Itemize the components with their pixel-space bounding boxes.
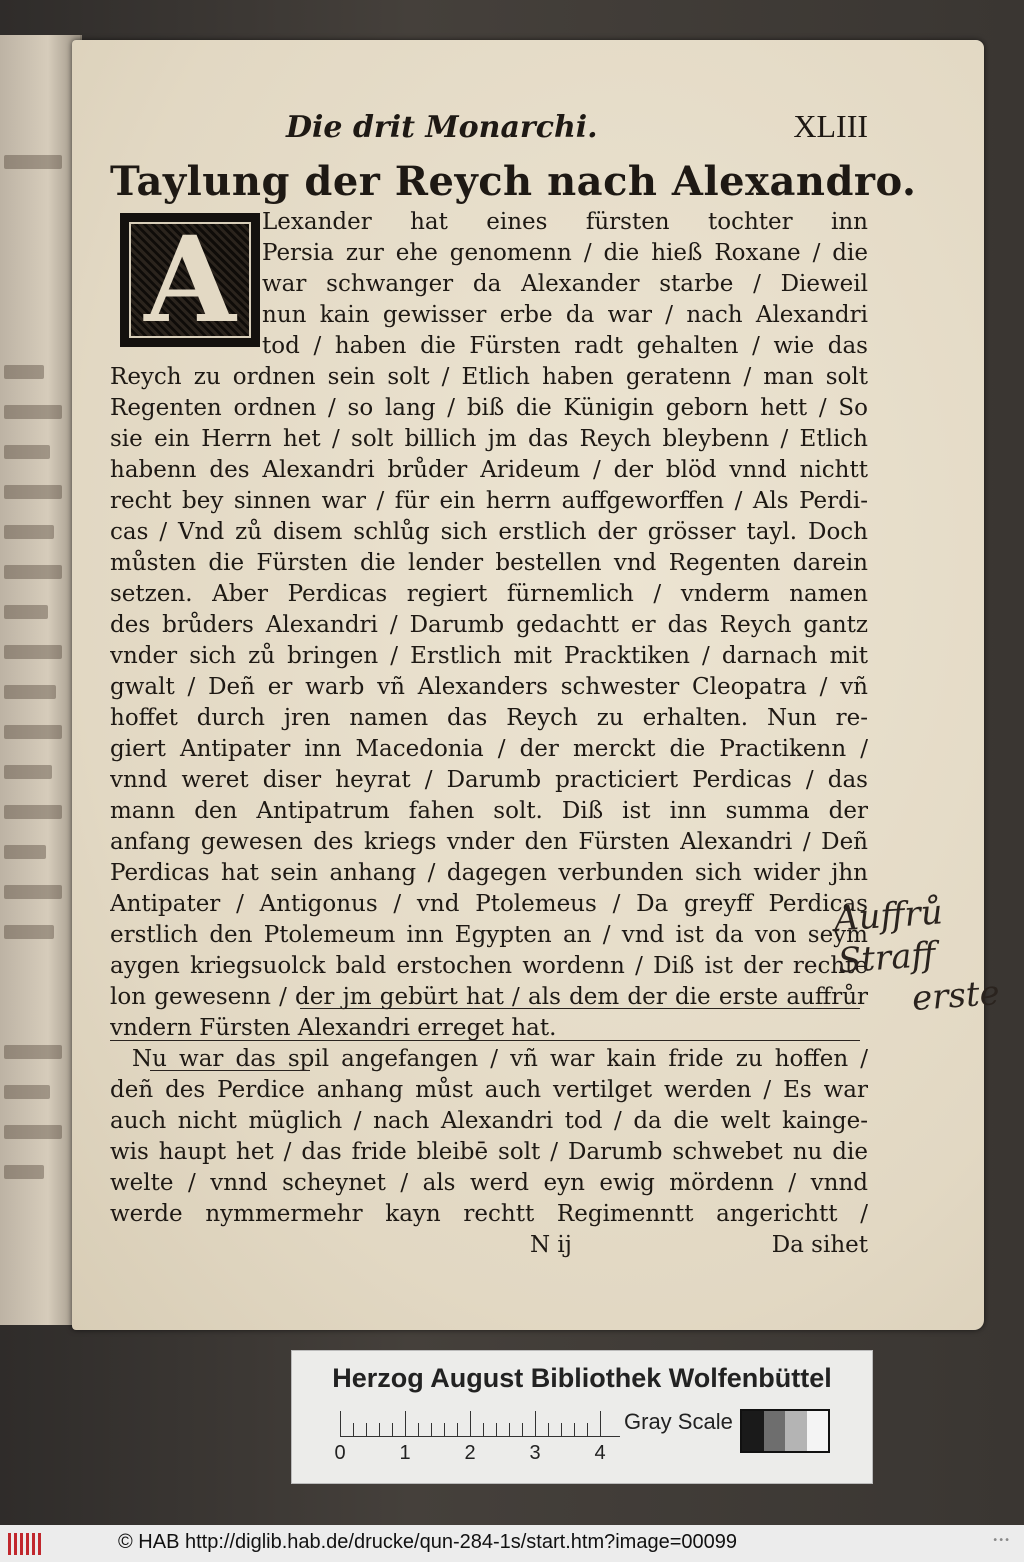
text-line: cas / Vnd zů disem schlůg sich erstlich der grösser tayl. Doch xyxy=(110,519,868,545)
ruler-tick xyxy=(405,1411,406,1437)
ruler-tick xyxy=(509,1423,510,1437)
text-line: můsten die Fürsten die lender bestellen vnd Regenten darein xyxy=(110,550,868,576)
ruler-tick xyxy=(431,1423,432,1437)
text-line: giert Antipater inn Macedonia / der merckt die Practikenn / xyxy=(110,736,868,762)
ruler-tick xyxy=(496,1423,497,1437)
bleed-through-mark xyxy=(4,1125,62,1139)
text-line: habenn des Alexandri brůder Arideum / der blöd vnnd nichtt xyxy=(110,457,868,483)
bleed-through-mark xyxy=(4,805,62,819)
more-icon[interactable]: ••• xyxy=(992,1535,1010,1546)
gray-swatch xyxy=(742,1411,764,1451)
gray-swatch xyxy=(807,1411,829,1451)
ruler-baseline xyxy=(340,1436,620,1437)
ruler-tick xyxy=(561,1423,562,1437)
initial-letter: A xyxy=(144,210,236,349)
text-line: lon gewesenn / der jm gebürt hat / als dem der die erste auffrůr xyxy=(110,984,868,1010)
folio-number: XLIII xyxy=(793,108,868,144)
ruler-tick xyxy=(600,1411,601,1437)
ruler-number: 0 xyxy=(334,1442,346,1464)
ruler-tick xyxy=(392,1423,393,1437)
bleed-through-mark xyxy=(4,405,62,419)
text-line: Persia zur ehe genomenn / die hieß Roxane / die xyxy=(262,240,868,266)
ruler-tick xyxy=(379,1423,380,1437)
text-line: werde nymmermehr kayn rechtt Regimenntt angerichtt / xyxy=(110,1201,868,1227)
previous-page-edge xyxy=(0,35,82,1325)
running-head-title: Die drit Monarchi. xyxy=(286,110,598,145)
text-line: anfang gewesen des kriegs vnder den Fürsten Alexandri / Deñ xyxy=(110,829,868,855)
bleed-through-mark xyxy=(4,525,54,539)
text-line: vnder sich zů bringen / Erstlich mit Pracktiken / darnach mit xyxy=(110,643,868,669)
ruler-tick xyxy=(522,1423,523,1437)
text-line: des brůders Alexandri / Darumb gedachtt er das Reych gantz xyxy=(110,612,868,638)
text-line: hoffet durch jren namen das Reych zu erhalten. Nun re- xyxy=(110,705,868,731)
text-line: gwalt / Deñ er warb vñ Alexanders schwester Cleopatra / vñ xyxy=(110,674,868,700)
gray-scale-swatches xyxy=(740,1409,830,1453)
scale-ruler xyxy=(334,1411,620,1464)
text-line: tod / haben die Fürsten radt gehalten / wie das xyxy=(262,333,868,359)
marginal-note: Auffrů xyxy=(832,892,944,940)
hab-logo-icon xyxy=(8,1533,44,1555)
gray-swatch xyxy=(785,1411,807,1451)
bleed-through-mark xyxy=(4,365,44,379)
text-line: Reych zu ordnen sein solt / Etlich haben geratenn / man solt xyxy=(110,364,868,390)
bleed-through-mark xyxy=(4,565,62,579)
library-label-card xyxy=(291,1350,873,1484)
decorated-initial-icon xyxy=(120,210,260,349)
ruler-tick xyxy=(574,1423,575,1437)
text-line: war schwanger da Alexander starbe / Dieweil xyxy=(262,271,868,297)
text-line: welte / vnnd scheynet / als werd eyn ewig mördenn / vnnd xyxy=(110,1170,868,1196)
ruler-tick xyxy=(340,1411,341,1437)
library-name: Herzog August Bibliothek Wolfenbüttel xyxy=(332,1363,832,1393)
ruler-tick xyxy=(418,1423,419,1437)
ruler-tick xyxy=(444,1423,445,1437)
ruler-tick xyxy=(353,1423,354,1437)
book-page xyxy=(72,40,1001,1330)
bleed-through-mark xyxy=(4,885,62,899)
text-line: deñ des Perdice anhang můst auch vertilget werden / Es war xyxy=(110,1077,868,1103)
bleed-through-mark xyxy=(4,485,62,499)
bleed-through-mark xyxy=(4,645,62,659)
bleed-through-mark xyxy=(4,1045,62,1059)
handwritten-underline xyxy=(300,1008,860,1009)
text-line: recht bey sinnen war / für ein herrn auffgeworffen / Als Perdi- xyxy=(110,488,868,514)
bleed-through-mark xyxy=(4,725,62,739)
signature-mark: N ij xyxy=(530,1232,572,1258)
bleed-through-mark xyxy=(4,685,56,699)
bleed-through-mark xyxy=(4,445,50,459)
marginal-note: erste xyxy=(910,972,1001,1020)
bleed-through-mark xyxy=(4,1085,50,1099)
catchwords-row xyxy=(110,1230,868,1264)
text-line: Regenten ordnen / so lang / biß die Künigin geborn hett / So xyxy=(110,395,868,421)
text-line: Antipater / Antigonus / vnd Ptolemeus / Da greyff Perdicas xyxy=(110,891,868,917)
section-title: Taylung der Reych nach Alexandro. xyxy=(110,158,917,205)
ruler-tick xyxy=(548,1423,549,1437)
handwritten-underline xyxy=(150,1070,310,1071)
running-head xyxy=(110,106,868,154)
gray-scale-label: Gray Scale xyxy=(624,1409,733,1434)
initial-paragraph xyxy=(110,207,868,362)
bleed-through-mark xyxy=(4,765,52,779)
text-line: auch nicht müglich / nach Alexandri tod / da die welt kainge- xyxy=(110,1108,868,1134)
ruler-tick xyxy=(366,1423,367,1437)
bleed-through-mark xyxy=(4,605,48,619)
text-line: Nu war das spil angefangen / vñ war kain fride zu hoffen / xyxy=(132,1046,868,1072)
ruler-tick xyxy=(457,1423,458,1437)
ruler-tick xyxy=(535,1411,536,1437)
footer-bar xyxy=(0,1525,1024,1562)
text-line: sie ein Herrn het / solt billich jm das Reych bleybenn / Etlich xyxy=(110,426,868,452)
text-line: setzen. Aber Perdicas regiert fürnemlich / vnderm namen xyxy=(110,581,868,607)
text-line: nun kain gewisser erbe da war / nach Alexandri xyxy=(262,302,868,328)
handwritten-underline xyxy=(110,1040,860,1041)
ruler-tick xyxy=(470,1411,471,1437)
text-line: mann den Antipatrum fahen solt. Diß ist inn summa der xyxy=(110,798,868,824)
copyright-credit: © HAB http://diglib.hab.de/drucke/qun-284-1s/start.htm?image=00099 xyxy=(118,1531,737,1553)
ruler-number: 4 xyxy=(594,1442,606,1464)
ruler-number: 2 xyxy=(464,1442,476,1464)
bleed-through-mark xyxy=(4,155,62,169)
text-line: Perdicas hat sein anhang / dagegen verbunden sich wider jhn xyxy=(110,860,868,886)
bleed-through-mark xyxy=(4,1165,44,1179)
marginal-note: Straff xyxy=(836,934,937,982)
ruler-number: 1 xyxy=(399,1442,411,1464)
text-line: erstlich den Ptolemeum inn Egypten an / vnd ist da von seym xyxy=(110,922,868,948)
ruler-tick xyxy=(483,1423,484,1437)
text-line: vnnd weret diser heyrat / Darumb practiciert Perdicas / das xyxy=(110,767,868,793)
text-line: aygen kriegsuolck bald erstochen wordenn / Diß ist der rechte xyxy=(110,953,868,979)
bleed-through-mark xyxy=(4,925,54,939)
text-line: vndern Fürsten Alexandri erreget hat. xyxy=(110,1015,557,1041)
ruler-tick xyxy=(587,1423,588,1437)
text-line: wis haupt het / das fride bleibē solt / Darumb schwebet nu die xyxy=(110,1139,868,1165)
gray-swatch xyxy=(764,1411,786,1451)
ruler-number: 3 xyxy=(529,1442,541,1464)
catchword: Da sihet xyxy=(771,1232,868,1258)
text-line: Lexander hat eines fürsten tochter inn xyxy=(262,209,868,235)
bleed-through-mark xyxy=(4,845,46,859)
